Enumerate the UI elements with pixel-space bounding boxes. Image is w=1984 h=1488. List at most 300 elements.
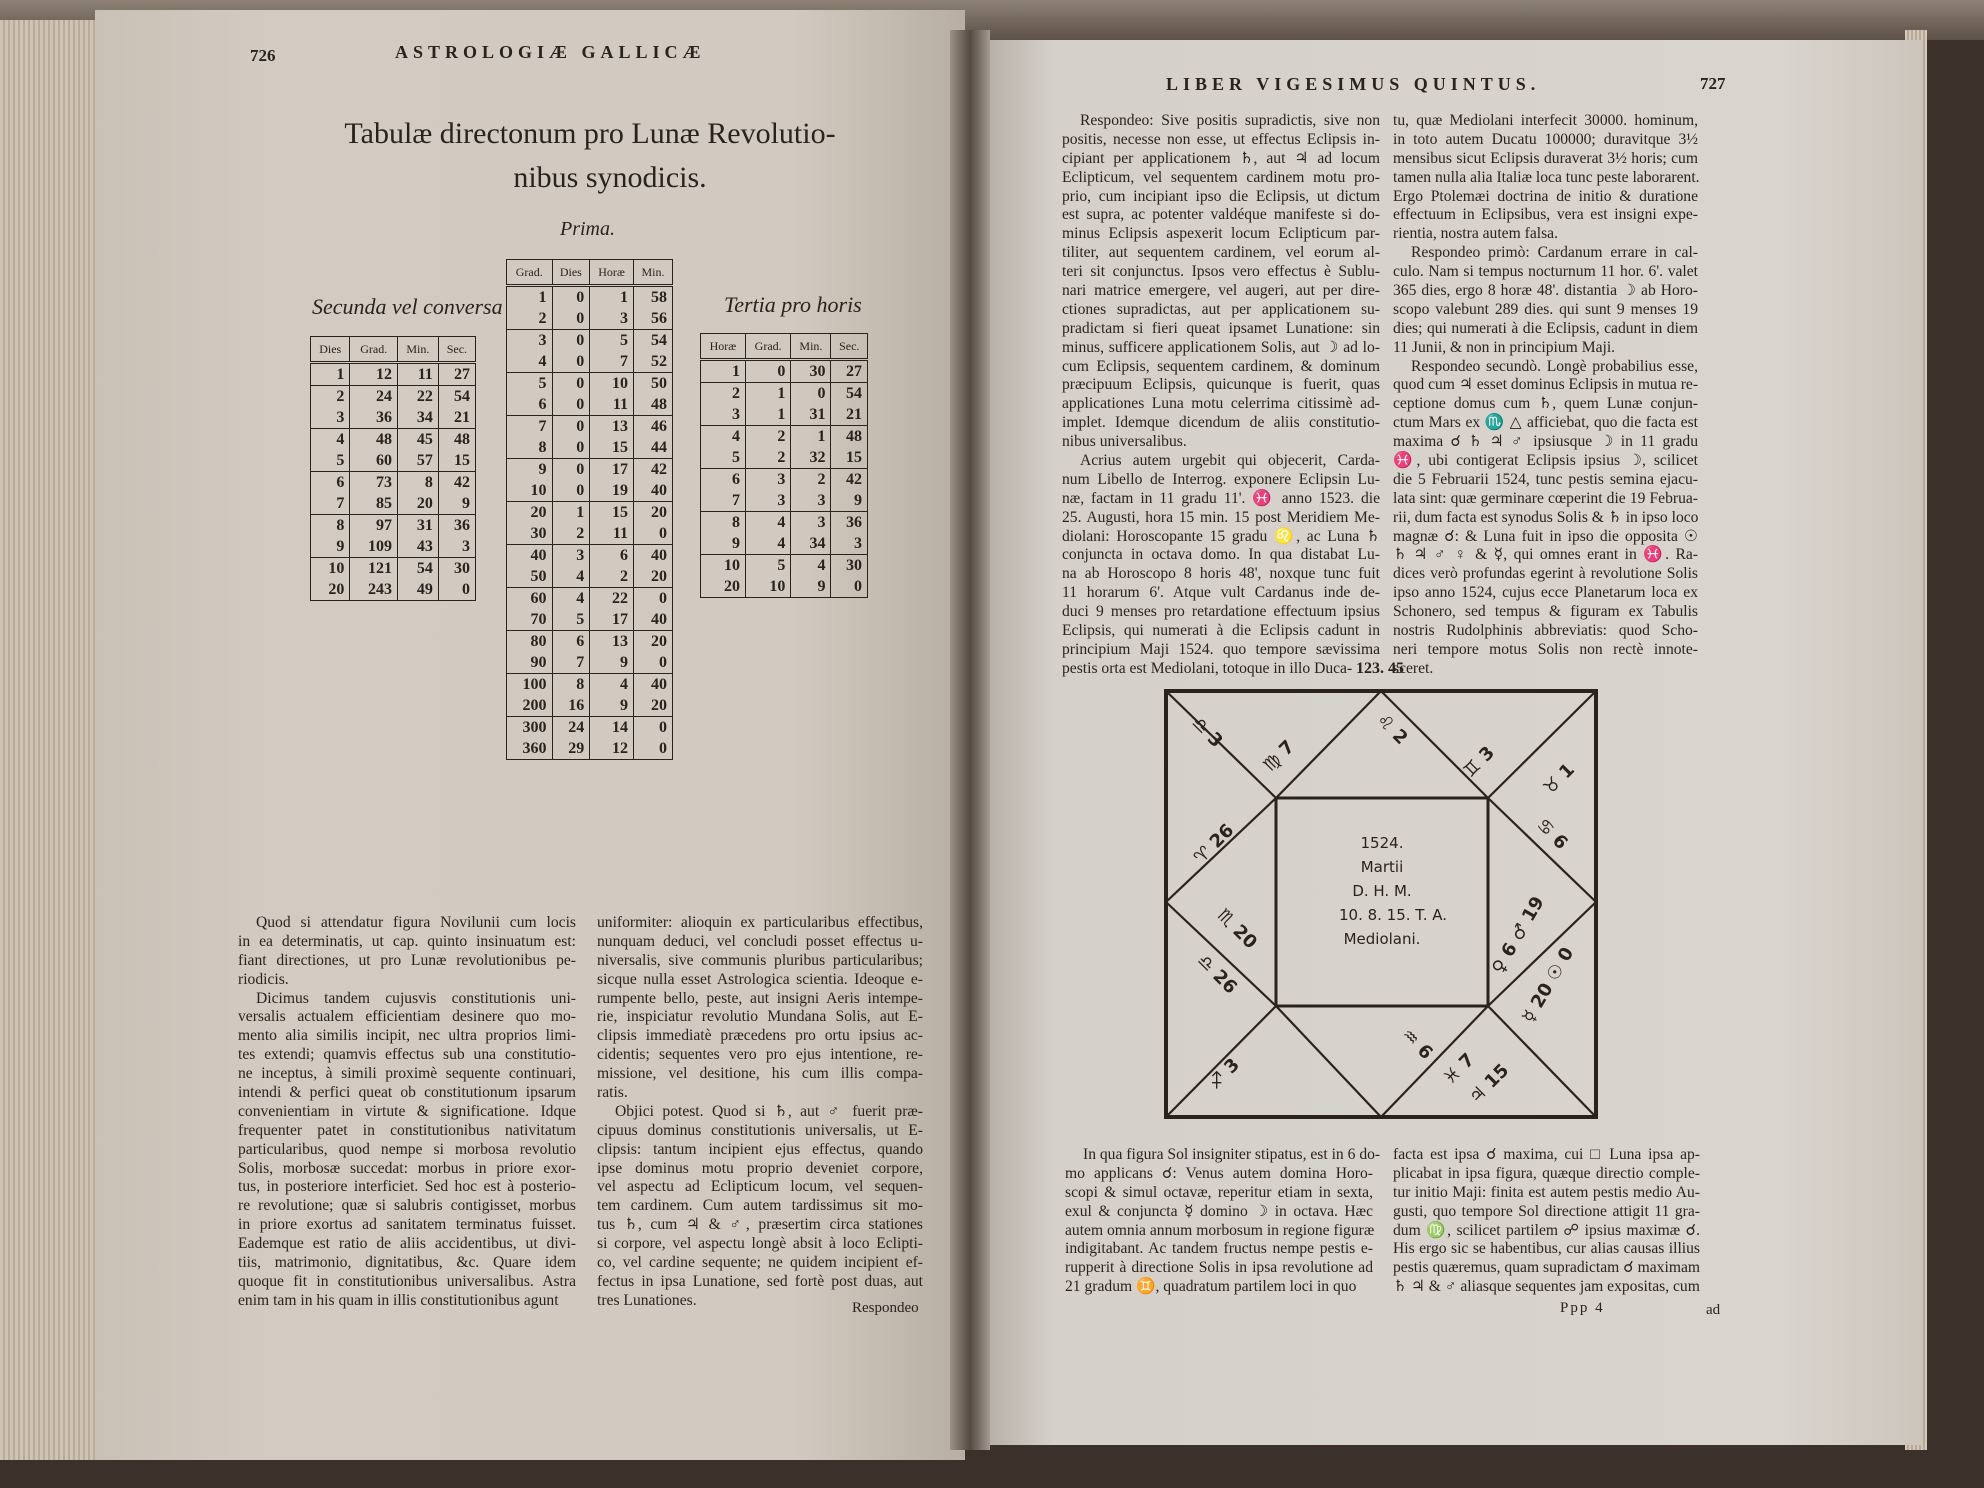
table-row <box>311 536 476 558</box>
table-cell: 7 <box>311 493 350 515</box>
page-number: 726 <box>250 46 276 65</box>
table-cell: 20 <box>311 579 350 601</box>
table-cell: 30 <box>791 360 831 383</box>
text-line: minus Eclipsis aspexerit locum Eclipticum par- <box>1062 225 1380 243</box>
text-line: 25. Augusti, hora 15 min. 15 post Meridiem Me- <box>1062 508 1380 526</box>
text-line: ♓, ubi contigerat Eclipsis ipsius ☽, scilicet <box>1393 452 1698 470</box>
table-row <box>311 558 476 580</box>
table-cell: 7 <box>552 652 590 674</box>
table-cell: 13 <box>590 631 634 653</box>
title-line: Tabulæ directonum pro Lunæ Revolutio- <box>344 117 836 150</box>
table-row <box>507 545 673 567</box>
table-cell: 0 <box>791 383 831 405</box>
text-line: implet. Idemque dicendum de aliis constitutio- <box>1062 414 1380 432</box>
signature-mark: Ppp 4 <box>1560 1300 1605 1316</box>
table-cell: 29 <box>552 738 590 760</box>
table-cell: 0 <box>831 576 868 598</box>
table-cell: 3 <box>590 308 634 330</box>
text-column <box>238 914 576 1311</box>
table-cell: 54 <box>398 558 439 580</box>
text-column <box>1065 1146 1381 1297</box>
text-line: nostris Rudolphinis abbreviatis: quod Scho- <box>1393 622 1698 640</box>
text-line: vel aspectu ad Eclipticum locum, vel sequen- <box>597 1178 923 1196</box>
table-cell: 4 <box>791 555 831 577</box>
table-cell: 44 <box>633 437 672 459</box>
text-line: tus ♄, cum ♃ & ♂, præsertim circa stationes <box>597 1216 923 1234</box>
table-cell: 6 <box>552 631 590 653</box>
figure-center-text: 10. 8. 15. T. A. <box>1338 906 1448 924</box>
text-column <box>1393 112 1698 679</box>
table-cell: 40 <box>507 545 553 567</box>
table-cell: 0 <box>633 588 672 610</box>
table-row <box>311 407 476 429</box>
table-cell: 3 <box>438 536 475 558</box>
table-row <box>701 490 868 512</box>
table-cell: 0 <box>552 373 590 395</box>
table-cell: 1 <box>745 404 790 426</box>
text-line: si corpore, vel aspectu longè absit à loco Eclipti- <box>597 1235 923 1253</box>
text-line: die 5 Februarii 1524, tunc pestis semina ejacu- <box>1393 470 1698 488</box>
text-line: In qua figura Sol insigniter stipatus, est in 6 do- <box>1083 1146 1381 1163</box>
table-cell: 90 <box>507 652 553 674</box>
table-row <box>701 426 868 448</box>
text-line: pestis quæremus, quam supradictam ☌ maximam <box>1393 1259 1700 1277</box>
text-column <box>597 914 923 1311</box>
table-cell: 24 <box>350 386 398 408</box>
table-cell: 0 <box>438 579 475 601</box>
table-cell: 46 <box>633 416 672 438</box>
text-line: riodicis. <box>238 970 289 988</box>
table-cell: 0 <box>633 738 672 760</box>
figure-center-text: Mediolani. <box>1343 930 1421 948</box>
text-line: particularibus, quod nempe si morbosa revolutio <box>238 1140 576 1158</box>
table-cell: 8 <box>311 515 350 537</box>
text-line: magnæ ☌: & Luna fuit in ipso die opposita ☉ <box>1393 527 1698 545</box>
table-cell: 5 <box>590 330 634 352</box>
table-cell: 42 <box>831 469 868 491</box>
table-cell: 54 <box>438 386 475 408</box>
house-cusp-label: ♈ 26 <box>1189 819 1239 869</box>
table-row <box>311 493 476 515</box>
text-line: Schonero, sed tempus & figuram ex Tabulis <box>1393 603 1698 621</box>
text-line: tiliter, aut sequentem cardinem, vel eorum al- <box>1062 244 1380 262</box>
table-cell: 3 <box>745 469 790 491</box>
table-row <box>701 404 868 426</box>
table-cell: 2 <box>590 566 634 588</box>
table-cell: 5 <box>552 609 590 631</box>
text-line: prio, cum incipiant ipso die Eclipsis, ut dictum <box>1062 187 1380 205</box>
text-line: sceret. <box>1393 659 1434 677</box>
table-cell: 40 <box>633 545 672 567</box>
text-line: tus, in posteriore interficiet. Sed hoc est à posterio- <box>238 1178 576 1196</box>
column-header: Sec. <box>438 337 475 363</box>
table-cell: 7 <box>701 490 746 512</box>
text-line: niversalis, sive communis pluribus particularibus; <box>597 951 923 969</box>
table-cell: 8 <box>552 674 590 696</box>
text-line: na ab Horoscopo 8 horis 48', noxque tunc fuit <box>1062 565 1380 583</box>
text-line: minus, sufficere applicationem Solis, aut ☽ ad lo- <box>1062 338 1380 356</box>
table-cell: 0 <box>552 308 590 330</box>
text-line: pestis orta est Mediolani, totoque in illo Duca- <box>1062 659 1353 677</box>
text-line: quod cum ♃ esset dominus Eclipsis in mutua re- <box>1393 376 1699 394</box>
table-cell: 58 <box>633 286 672 309</box>
table-cell: 2 <box>791 469 831 491</box>
text-line: neri tempore motus Solis non rectè innote- <box>1393 640 1698 658</box>
table-cell: 5 <box>701 447 746 469</box>
text-line: missione, vel desitione, his cum illis compa- <box>597 1065 923 1083</box>
table-cell: 97 <box>350 515 398 537</box>
column-header: Grad. <box>507 260 553 286</box>
table-row <box>507 695 673 717</box>
text-line: Eclipsis, qui numerati à die Eclipsis cadunt in <box>1062 622 1380 640</box>
table-cell: 57 <box>398 450 439 472</box>
text-line: tamen nulla alia Italiæ loca tunc peste laborarent. <box>1393 168 1700 186</box>
table-cell: 42 <box>633 459 672 481</box>
text-line: co, vel cardine sequente; ne quidem incipient ef- <box>597 1254 923 1272</box>
text-line: ipse dominus motu proprio deveniet corpore, <box>597 1159 923 1177</box>
table-cell: 0 <box>552 351 590 373</box>
text-line: 11 horarum 6'. Atque vult Cardanus inde de- <box>1062 584 1380 602</box>
column-header: Min. <box>398 337 439 363</box>
text-line: fiant directiones, ut pro Lunæ revolutionibus pe- <box>238 951 576 969</box>
text-line: tes extendi; quamvis effectus sub una constitutio- <box>238 1046 576 1064</box>
table-cell: 3 <box>791 512 831 534</box>
table-row <box>507 437 673 459</box>
text-line: autem omnia annum morbosum in regione figuræ <box>1065 1221 1375 1239</box>
text-line: ne inceptus, à simili proximè sequente continuari, <box>238 1065 576 1083</box>
house-cusp-label: ♍ 7 <box>1259 736 1299 776</box>
text-line: cipuus dominus constitutionis universalis, ut E- <box>597 1121 923 1139</box>
text-line: clipsis: tantum incipient ejus effectus, quando <box>597 1140 923 1158</box>
text-line: quoque fit in constitutionibus universalibus. Astra <box>238 1272 576 1290</box>
table-cell: 34 <box>791 533 831 555</box>
text-line: effectuum in Eclipsibus, vera est insigni expe- <box>1393 206 1698 224</box>
text-line: 365 dies, ergo 8 horæ 48'. distantia ☽ ab Horo- <box>1393 282 1698 300</box>
text-line: intendi & perfici queat ob constitutionum ipsarum <box>238 1084 576 1102</box>
table-row <box>507 609 673 631</box>
table-cell: 9 <box>701 533 746 555</box>
text-line: scopi & simul octavæ, reperitur etiam in sexta, <box>1065 1183 1373 1201</box>
text-line: facta est ipsa ☌ maxima, cui □ Luna ipsa ap- <box>1393 1146 1700 1163</box>
table-cell: 50 <box>507 566 553 588</box>
text-line: in ea determinatis, ut cap. quinto insinuatum est: <box>238 932 576 950</box>
table-cell: 121 <box>350 558 398 580</box>
text-line: tu, quæ Mediolani interfecit 30000. hominum, <box>1393 112 1698 129</box>
table-heading-secunda: Secunda vel conversa <box>312 294 503 319</box>
table-cell: 15 <box>590 502 634 524</box>
text-line: applicationes Luna motu celerrima citissimè ad- <box>1062 395 1380 413</box>
table-cell: 6 <box>590 545 634 567</box>
table-cell: 85 <box>350 493 398 515</box>
text-line: gusti, quo tempore Sol directione attigit 11 gra- <box>1393 1202 1700 1220</box>
text-line: tur initio Maji: finita est autem pestis medio Au- <box>1393 1183 1700 1201</box>
house-cusp-label: ♉ 1 <box>1539 759 1579 799</box>
catchword: ad <box>1706 1302 1721 1318</box>
table-cell: 60 <box>507 588 553 610</box>
text-line: Acrius autem urgebit qui objecerit, Carda- <box>1080 452 1380 470</box>
table-cell: 73 <box>350 472 398 494</box>
table-row <box>507 480 673 502</box>
table-cell: 7 <box>507 416 553 438</box>
table-row <box>507 330 673 352</box>
text-line: dices verò profundas egerint à revolutione Solis <box>1393 565 1698 583</box>
table-cell: 22 <box>398 386 439 408</box>
table-cell: 31 <box>398 515 439 537</box>
table-row <box>507 523 673 545</box>
table-cell: 20 <box>701 576 746 598</box>
text-line: mensibus sicut Eclipsis duraverat 3½ horis; cum <box>1393 149 1698 167</box>
table-cell: 4 <box>745 512 790 534</box>
table-cell: 16 <box>552 695 590 717</box>
column-header: Grad. <box>350 337 398 363</box>
title-line: nibus synodicis. <box>513 161 707 194</box>
table-cell: 0 <box>552 480 590 502</box>
table-cell: 19 <box>590 480 634 502</box>
text-line: maxima ☌ ♄ ♃ ♂ ipsiusque ☽ in 11 gradu <box>1393 433 1698 451</box>
table-cell: 9 <box>507 459 553 481</box>
text-line: Respondeo primò: Cardanum errare in cal- <box>1411 244 1698 262</box>
text-line: indigitabant. Ac tandem fructus nempe pestis e- <box>1065 1240 1373 1258</box>
table-prima <box>506 259 673 760</box>
text-line: uniformiter: alioquin ex particularibus effectibus, <box>597 914 923 931</box>
text-line: positis, necesse non esse, ut effectus Eclipsis in- <box>1062 130 1380 148</box>
table-tertia <box>700 333 868 598</box>
text-line: versalis actualem efficientiam desinere quo mo- <box>238 1008 576 1026</box>
text-line: ♄ ♃ & ♂ aliasque sequentes jam expositas, cum <box>1393 1278 1700 1296</box>
text-line: plicabat in ipsa figura, quæque directio comple- <box>1393 1164 1700 1182</box>
table-cell: 20 <box>633 695 672 717</box>
table-row <box>701 576 868 598</box>
table-row <box>701 555 868 577</box>
table-row <box>311 386 476 408</box>
text-line: Solis, morbosæ succedat: morbus in priore exor- <box>238 1159 576 1177</box>
table-cell: 1 <box>791 426 831 448</box>
table-cell: 1 <box>590 286 634 309</box>
table-cell: 8 <box>701 512 746 534</box>
table-cell: 4 <box>552 588 590 610</box>
table-cell: 20 <box>398 493 439 515</box>
figure-center-text: Martii <box>1360 858 1404 876</box>
text-line: rupperit à directione Solis in ipsa revolutione ad <box>1065 1259 1373 1277</box>
table-cell: 243 <box>350 579 398 601</box>
table-cell: 32 <box>791 447 831 469</box>
table-cell: 20 <box>633 631 672 653</box>
text-line: præcipuum Eclipsis, quicunque is fuerit, quas <box>1062 376 1380 394</box>
text-line: dum ♍, scilicet partilem ☍ ipsius maximæ ☌. <box>1393 1221 1700 1239</box>
table-cell: 3 <box>791 490 831 512</box>
table-cell: 3 <box>311 407 350 429</box>
table-cell: 70 <box>507 609 553 631</box>
table-cell: 6 <box>311 472 350 494</box>
table-cell: 0 <box>552 416 590 438</box>
text-line: nunquam deduci, vel concludi posset effectus u- <box>597 932 923 950</box>
figure-center-text: D. H. M. <box>1352 882 1412 900</box>
text-line: in priore exortus ad sanitatem terminatus fuisset. <box>238 1216 576 1234</box>
house-cusp-label: ♐ 3 <box>1204 1054 1244 1094</box>
text-line: rii, dum facta est synodus Solis & ♄ in ipso loco <box>1393 508 1699 526</box>
table-cell: 1 <box>507 286 553 309</box>
house-cusp-label: ♓ 7 <box>1439 1049 1479 1089</box>
house-cusp-label: ♎ 3 <box>1187 712 1227 752</box>
table-cell: 9 <box>590 652 634 674</box>
table-cell: 1 <box>552 502 590 524</box>
table-cell: 20 <box>633 502 672 524</box>
text-line: cipiant per applicationem ♄, aut ♃ ad locum <box>1062 149 1380 167</box>
house-cusp-label: ♀ 6 ♂ 19 <box>1487 892 1549 978</box>
table-row <box>507 416 673 438</box>
table-row <box>311 472 476 494</box>
column-header: Sec. <box>831 334 868 360</box>
table-cell: 27 <box>831 360 868 383</box>
table-cell: 20 <box>633 566 672 588</box>
text-line: Ergo Ptolemæi doctrina de initio & duratione <box>1393 187 1698 205</box>
text-line: 21 gradum ♊, quadratum partilem loci in quo <box>1065 1278 1357 1296</box>
table-row <box>701 512 868 534</box>
text-line: num Libello de Interrog. exponere Eclipsin Lu- <box>1062 470 1380 488</box>
table-cell: 36 <box>438 515 475 537</box>
table-cell: 45 <box>398 429 439 451</box>
text-line: est supra, ac potenter valdéque manifeste si do- <box>1062 206 1380 224</box>
house-cusp-label: ♒ 6 <box>1397 1024 1437 1064</box>
table-cell: 0 <box>552 459 590 481</box>
catchword: Respondeo <box>852 1300 919 1316</box>
text-line: diolani: Horoscopante 15 gradu ♌, ac Luna ♄ <box>1062 527 1380 545</box>
table-cell: 5 <box>507 373 553 395</box>
table-cell: 40 <box>633 609 672 631</box>
table-cell: 2 <box>552 523 590 545</box>
table-cell: 1 <box>311 363 350 386</box>
text-line: tres Lunationes. <box>597 1291 697 1309</box>
text-line: ratis. <box>597 1084 628 1102</box>
table-cell: 10 <box>590 373 634 395</box>
text-line: ctum Mars ex ♏ △ afficiebat, quo die facta est <box>1393 414 1698 432</box>
text-line: Quod si attendatur figura Novilunii cum locis <box>256 914 576 931</box>
table-cell: 21 <box>438 407 475 429</box>
text-line: exul & conjuncta ☿ domino ☽ in octava. Hæc <box>1065 1202 1373 1220</box>
table-cell: 1 <box>745 383 790 405</box>
table-row <box>507 351 673 373</box>
table-cell: 11 <box>590 523 634 545</box>
table-row <box>507 717 673 739</box>
table-cell: 0 <box>552 330 590 352</box>
table-cell: 36 <box>350 407 398 429</box>
table-cell: 17 <box>590 459 634 481</box>
table-cell: 5 <box>745 555 790 577</box>
table-cell: 3 <box>507 330 553 352</box>
text-line: 11 Junii, & non in principium Maji. <box>1393 338 1616 356</box>
table-cell: 0 <box>633 717 672 739</box>
table-cell: 48 <box>438 429 475 451</box>
table-cell: 15 <box>590 437 634 459</box>
text-line: rientia, nostra autem falsa. <box>1393 225 1558 243</box>
table-row <box>311 363 476 386</box>
table-cell: 60 <box>350 450 398 472</box>
text-line: ceptione domus cum ♄, quem Lunæ conjun- <box>1393 395 1698 413</box>
table-cell: 36 <box>831 512 868 534</box>
text-line: ctiones supradictas, aut per applicationem su- <box>1062 300 1380 318</box>
text-line: conjuncta in octava domo. In qua distabat Lu- <box>1062 546 1380 564</box>
text-line: Respondeo: Sive positis supradictis, sive non <box>1080 112 1380 129</box>
table-cell: 4 <box>507 351 553 373</box>
text-line: tem cardinem. Cum autem tardissimus sit mo- <box>597 1197 923 1215</box>
text-line: fectus in ipsa Lunatione, sed fortè post duas, aut <box>597 1272 923 1290</box>
table-cell: 24 <box>552 717 590 739</box>
table-cell: 109 <box>350 536 398 558</box>
table-cell: 8 <box>507 437 553 459</box>
text-line: enim tam in his quam in illis constitutionibus agunt <box>238 1291 559 1309</box>
table-cell: 80 <box>507 631 553 653</box>
text-line: rie, inspiciatur revolutio Mundana Solis, aut E- <box>597 1008 923 1026</box>
table-row <box>507 286 673 309</box>
table-cell: 10 <box>745 576 790 598</box>
table-row <box>701 533 868 555</box>
text-line: rumpente bello, peste, aut insigni Aeris intempe- <box>597 989 923 1007</box>
table-cell: 4 <box>701 426 746 448</box>
column-header: Min. <box>791 334 831 360</box>
table-cell: 20 <box>507 502 553 524</box>
table-cell: 0 <box>633 523 672 545</box>
table-cell: 2 <box>701 383 746 405</box>
table-row <box>507 502 673 524</box>
page-number: 727 <box>1700 74 1726 93</box>
table-cell: 10 <box>507 480 553 502</box>
table-cell: 34 <box>398 407 439 429</box>
column-header: Dies <box>552 260 590 286</box>
table-row <box>507 631 673 653</box>
table-cell: 31 <box>791 404 831 426</box>
inner-square <box>1276 798 1488 1006</box>
text-line: næ, factam in 11 gradu 11'. ♓ anno 1523. die <box>1062 489 1380 507</box>
table-cell: 48 <box>633 394 672 416</box>
text-line: re revolutione; quæ si salubris contigisset, morbus <box>238 1197 576 1215</box>
table-row <box>311 515 476 537</box>
table-cell: 10 <box>701 555 746 577</box>
text-line: duci 9 menses pro retardatione effectuum ipsius <box>1062 603 1380 621</box>
column-header: Grad. <box>745 334 790 360</box>
table-row <box>701 447 868 469</box>
table-row <box>507 308 673 330</box>
text-line: frequenter patet in constitutionibus nativitatum <box>238 1121 576 1139</box>
table-cell: 54 <box>633 330 672 352</box>
text-line: convenientiam in virtute & significatione. Idque <box>238 1102 576 1120</box>
text-line: principium Maji 1524. quo tempore sævissima <box>1062 640 1380 658</box>
table-secunda <box>310 336 476 601</box>
table-cell: 0 <box>552 394 590 416</box>
table-cell: 300 <box>507 717 553 739</box>
table-heading-tertia: Tertia pro horis <box>724 292 862 317</box>
text-line: culo. Nam si tempus nocturnum 11 hor. 6'. valet <box>1393 263 1698 281</box>
text-column <box>1393 1146 1700 1297</box>
table-cell: 9 <box>791 576 831 598</box>
table-cell: 48 <box>831 426 868 448</box>
text-line: nari matrice emergere, vel augeri, aut per dire- <box>1062 282 1380 300</box>
table-cell: 52 <box>633 351 672 373</box>
text-line: mo applicans ☌: Venus autem domina Horo- <box>1065 1164 1373 1182</box>
table-row <box>507 738 673 760</box>
text-line: clipsis immediatè præcedens pro ortu ipsius ac- <box>597 1027 923 1045</box>
book-gutter <box>950 30 990 1450</box>
table-cell: 40 <box>633 674 672 696</box>
table-row <box>507 652 673 674</box>
table-cell: 2 <box>745 447 790 469</box>
table-cell: 12 <box>590 738 634 760</box>
table-row <box>701 383 868 405</box>
table-cell: 15 <box>438 450 475 472</box>
table-cell: 56 <box>633 308 672 330</box>
table-cell: 48 <box>350 429 398 451</box>
text-column <box>1062 112 1380 679</box>
table-cell: 43 <box>398 536 439 558</box>
